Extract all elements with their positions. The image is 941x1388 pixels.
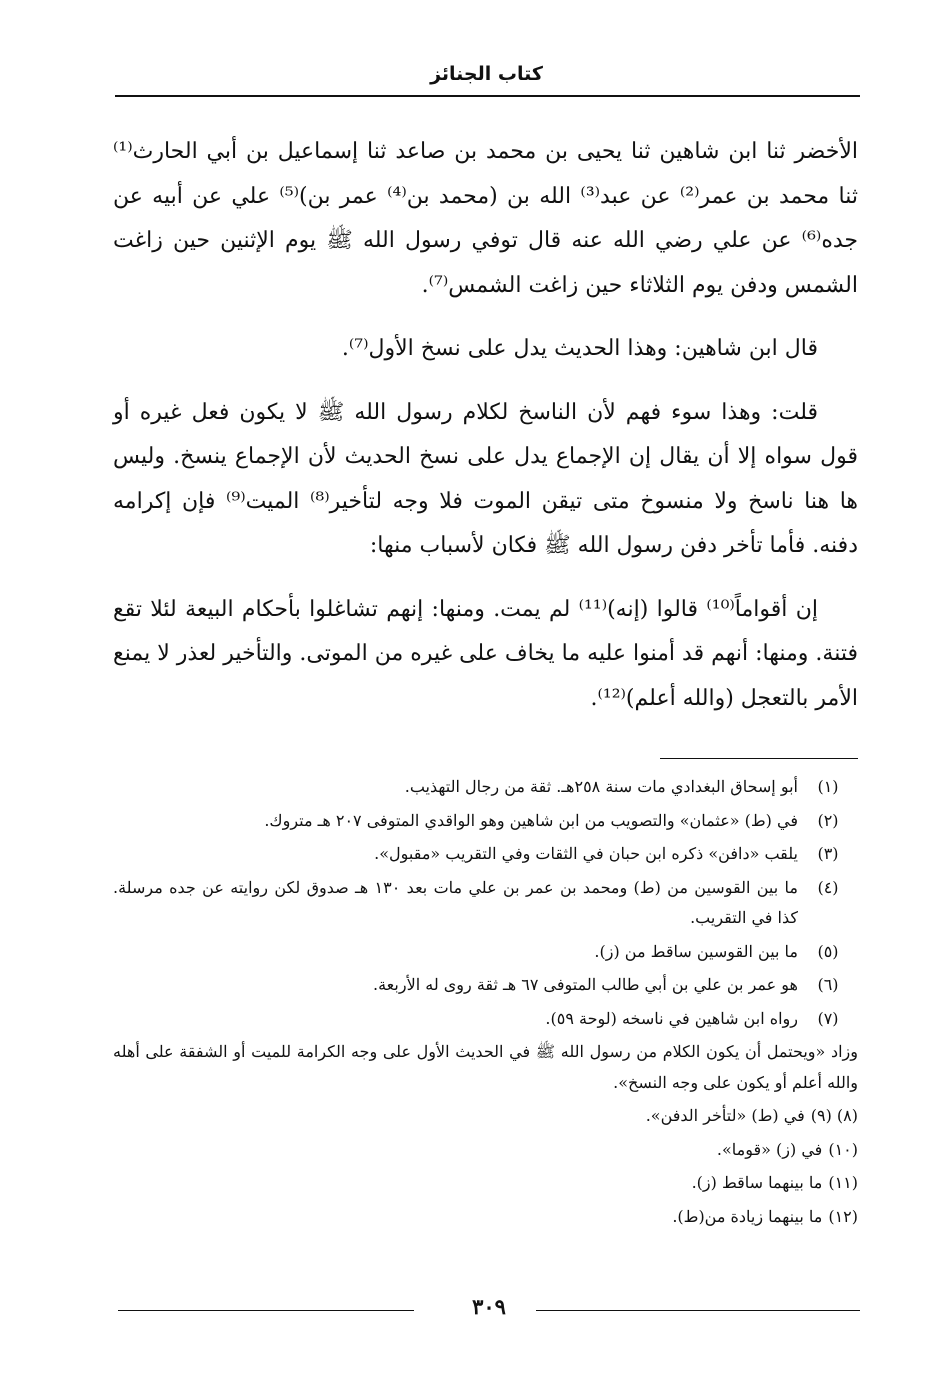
footnote-text: في (ز) «قوما». [716, 1139, 823, 1159]
page-footer [118, 1292, 860, 1322]
footnote-number: (١) [817, 777, 839, 796]
footnote-text: ما بينهما زيادة من(ط). [672, 1206, 823, 1226]
footnote-text: في (ط) «عثمان» والتصويب من ابن شاهين وهو الواقدي المتوفى ٢٠٧ هـ متروك. [264, 810, 798, 830]
footnote-number: (٧) [817, 1008, 839, 1028]
paragraph-2: قال ابن شاهين: وهذا الحديث يدل على نسخ الأول⁽⁷⁾. [341, 336, 818, 361]
paragraph-4: إن أقواماً⁽¹⁰⁾ قالوا (إنه)⁽¹¹⁾ لم يمت. ومنها: إنهم تشاغلوا بأحكام البيعة لئلا تقع فتنة. ومنها: أنهم قد أمنوا عليه ما يخاف على غيره من الموتى. والتأخير لعذر لا يمنع الأمر بالتعجل (والله أعلم)⁽¹²⁾. [113, 596, 858, 711]
footnote-item [113, 937, 858, 968]
footnote-text: هو عمر بن علي بن أبي طالب المتوفى ٦٧ هـ ثقة روى له الأربعة. [373, 975, 798, 994]
footer-rule-left [118, 1310, 414, 1311]
footnote-text: ما بينهما ساقط (ز). [691, 1173, 823, 1192]
footer-rule-right [536, 1310, 860, 1311]
footnote-item [113, 806, 858, 837]
footnote-text: في (ط) «لتأخر الدفن». [645, 1106, 805, 1125]
footnote-item [113, 1101, 858, 1132]
footnote-item [113, 839, 858, 870]
footnote-number: (١٢) [828, 1206, 858, 1226]
footnote-number: (٦) [817, 975, 839, 994]
footnote-number: (٨) (٩) [810, 1106, 858, 1125]
paragraph-1: الأخضر ثنا ابن شاهين ثنا يحيى بن محمد بن صاعد ثنا إسماعيل بن أبي الحارث⁽¹⁾ ثنا محمد بن عمر⁽²⁾ عن عبد⁽³⁾ الله بن (محمد بن⁽⁴⁾ عمر بن)⁽⁵⁾ علي عن أبيه عن جده⁽⁶⁾ عن علي رضي الله عنه قال توفي رسول الله ﷺ يوم الإثنين حين زاغت الشمس ودفن يوم الثلاثاء حين زاغت الشمس⁽⁷⁾. [113, 139, 858, 298]
footnotes [113, 772, 858, 1235]
footnote-item [113, 1168, 858, 1199]
paragraph-3: قلت: وهذا سوء فهم لأن الناسخ لكلام رسول الله ﷺ لا يكون فعل غيره أو قول سواه إلا أن يقال إن الإجماع يدل على نسخ الحديث لأن الإجماع ينسخ. وليس ها هنا ناسخ ولا منسوخ متى تيقن الموت فلا وجه لتأخير⁽⁸⁾ الميت⁽⁹⁾ فإن إكرامه دفنه. فأما تأخر دفن رسول الله ﷺ فكان لأسباب منها: [113, 399, 859, 558]
footnote-number: (٢) [817, 810, 839, 830]
footnote-number: (٤) [817, 877, 839, 897]
footnote-item [113, 970, 858, 1001]
footnote-item [113, 873, 858, 934]
main-text [113, 130, 858, 721]
footnote-item [113, 1004, 858, 1035]
running-header: كتاب الجنائز [430, 63, 543, 85]
footnote-item [113, 1135, 858, 1166]
footnote-continuation [113, 1037, 858, 1098]
footnote-text: يلقب «دافن» ذكره ابن حبان في الثقات وفي التقريب «مقبول». [374, 844, 798, 863]
footnote-number: (١١) [828, 1173, 858, 1192]
footnote-text: أبو إسحاق البغدادي مات سنة ٢٥٨هـ. ثقة من رجال التهذيب. [404, 777, 798, 796]
header-rule [115, 95, 860, 97]
footnote-text: ما بين القوسين ساقط من (ز). [594, 941, 798, 961]
footnote-text: وزاد «ويحتمل أن يكون الكلام من رسول الله ﷺ في الحديث الأول على وجه الكرامة للميت أو الشفقة على أهله والله أعلم أو يكون على وجه النسخ». [113, 1042, 858, 1092]
footnote-text: ما بين القوسين من (ط) ومحمد بن عمر بن علي مات بعد ١٣٠ هـ صدوق لكن روايته عن جده مرسلة. كذا في التقريب. [113, 877, 798, 927]
footnote-item [113, 1202, 858, 1233]
footnote-separator [660, 758, 858, 759]
footnote-item [113, 772, 858, 803]
footnote-number: (١٠) [828, 1139, 858, 1159]
page-number: ٣٠٩ [472, 1294, 506, 1319]
footnote-number: (٣) [817, 844, 839, 863]
footnote-text: رواه ابن شاهين في ناسخه (لوحة ٥٩). [545, 1008, 798, 1028]
footnote-number: (٥) [817, 941, 839, 961]
